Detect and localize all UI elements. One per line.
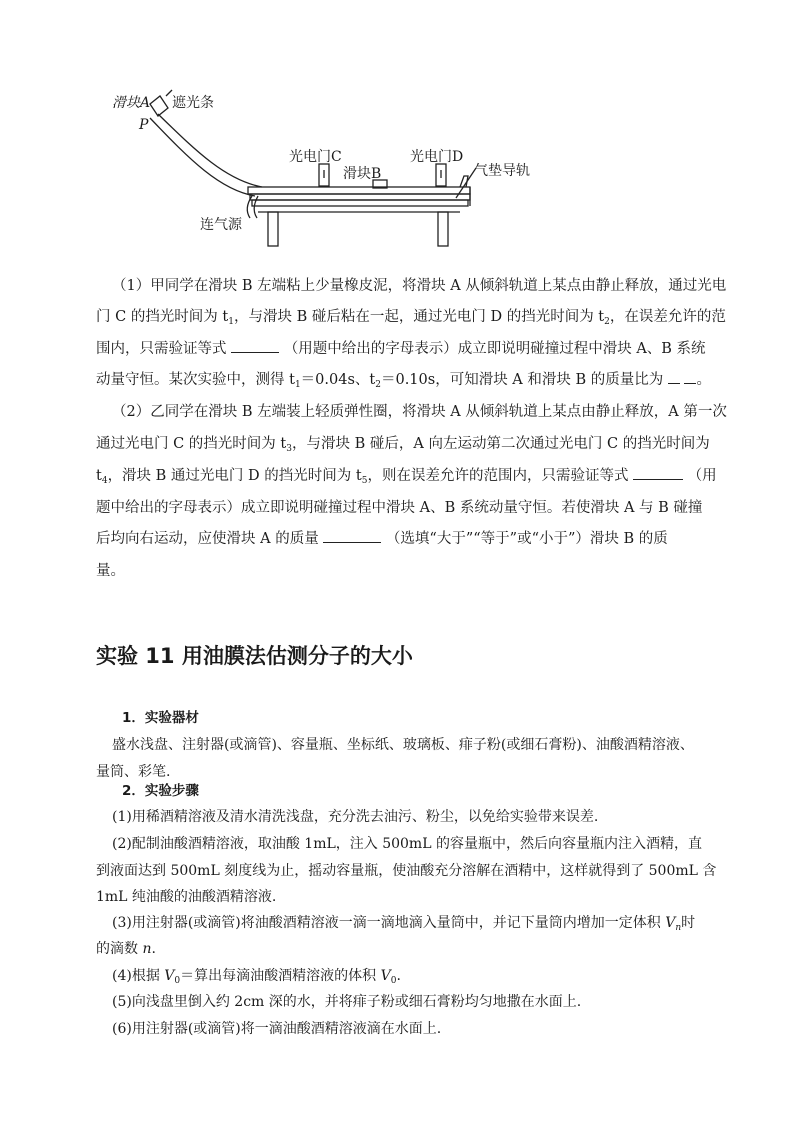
track-leg-right <box>438 212 448 246</box>
step-3-line-1: (3)用注射器(或滴管)将油酸酒精溶液一滴一滴地滴入量筒中，并记下量筒内增加一定体积 $V_n$时 <box>112 915 696 933</box>
answer-blank-2b[interactable] <box>684 371 696 384</box>
problem-1-line-4: 动量守恒。某次实验中，测得 $t_1=0.04s$、$t_2=0.10s$，可知滑块 A 和滑块 B 的质量比为 。 <box>96 372 711 390</box>
slider-a-shape <box>150 96 168 116</box>
label-photogate-d: 光电门D <box>410 149 464 165</box>
air-track-diagram <box>0 0 800 260</box>
step-5: (5)向浅盘里倒入约 2cm 深的水，并将痱子粉或细石膏粉均匀地撒在水面上. <box>112 994 582 1010</box>
label-photogate-c: 光电门C <box>289 149 342 165</box>
answer-blank-2[interactable] <box>668 371 680 384</box>
inclined-track <box>158 114 262 187</box>
step-2-line-1: (2)配制油酸酒精溶液，取油酸 1mL，注入 500mL 的容量瓶中，然后向容量瓶内注入酒精，直 <box>112 836 702 852</box>
answer-blank-3[interactable] <box>633 467 683 480</box>
track-leg-left <box>268 212 278 246</box>
problem-1-line-2: 门 C 的挡光时间为 $t_1$，与滑块 B 碰后粘在一起，通过光电门 D 的挡光时间为 $t_2$，在误差允许的范 <box>96 309 726 327</box>
problem-2-line-2: 通过光电门 C 的挡光时间为 $t_3$，与滑块 B 碰后，A 向左运动第二次通过光电门 C 的挡光时间为 <box>96 436 710 454</box>
label-slider-b: 滑块B <box>343 166 382 182</box>
label-air-track: 气垫导轨 <box>474 163 530 179</box>
label-slider-a: 滑块A <box>112 95 151 111</box>
answer-blank-1[interactable] <box>231 340 279 353</box>
problem-2-line-4: 题中给出的字母表示）成立即说明碰撞过程中滑块 A、B 系统动量守恒。若使滑块 A 与 B 碰撞 <box>96 500 703 516</box>
materials-heading: 1．实验器材 <box>122 710 199 726</box>
answer-blank-4[interactable] <box>323 530 381 543</box>
materials-line-2: 量筒、彩笔. <box>96 764 171 780</box>
label-point-p: P <box>139 117 149 133</box>
materials-line-1: 盛水浅盘、注射器(或滴管)、容量瓶、坐标纸、玻璃板、痱子粉(或细石膏粉)、油酸酒精溶液、 <box>112 737 694 753</box>
step-4: (4)根据 $V_0=$算出每滴油酸酒精溶液的体积 $V_0$. <box>112 968 401 986</box>
problem-2-line-5: 后均向右运动，应使滑块 A 的质量 （选填“大于”“等于”或“小于”）滑块 B 的质 <box>96 531 668 547</box>
step-2-line-3: 1mL 纯油酸的油酸酒精溶液. <box>96 889 277 905</box>
step-1: (1)用稀酒精溶液及清水清洗浅盘，充分洗去油污、粉尘，以免给实验带来误差. <box>112 809 599 825</box>
step-3-line-2: 的滴数 n. <box>96 941 156 957</box>
problem-2-line-6: 量。 <box>96 563 125 579</box>
section-title: 实验 11 用油膜法估测分子的大小 <box>96 644 413 668</box>
label-air-source: 连气源 <box>200 217 242 233</box>
steps-heading: 2．实验步骤 <box>122 783 199 799</box>
problem-2-line-3: $t_4$，滑块 B 通过光电门 D 的挡光时间为 $t_5$，则在误差允许的范围内，只需验证等式 （用 <box>96 468 717 486</box>
horizontal-track <box>248 187 470 194</box>
problem-1-line-1: （1）甲同学在滑块 B 左端粘上少量橡皮泥，将滑块 A 从倾斜轨道上某点由静止释放，通过光电 <box>112 278 727 294</box>
step-2-line-2: 到液面达到 500mL 刻度线为止，摇动容量瓶，使油酸充分溶解在酒精中，这样就得到了 500mL 含 <box>96 863 717 879</box>
experiment-diagram <box>0 0 800 260</box>
step-6: (6)用注射器(或滴管)将一滴油酸酒精溶液滴在水面上. <box>112 1021 442 1037</box>
label-shade-strip: 遮光条 <box>172 95 214 111</box>
problem-2-line-1: （2）乙同学在滑块 B 左端装上轻质弹性圈，将滑块 A 从倾斜轨道上某点由静止释放，A 第一次 <box>112 404 727 420</box>
problem-1-line-3: 围内，只需验证等式 （用题中给出的字母表示）成立即说明碰撞过程中滑块 A、B 系统 <box>96 341 706 357</box>
